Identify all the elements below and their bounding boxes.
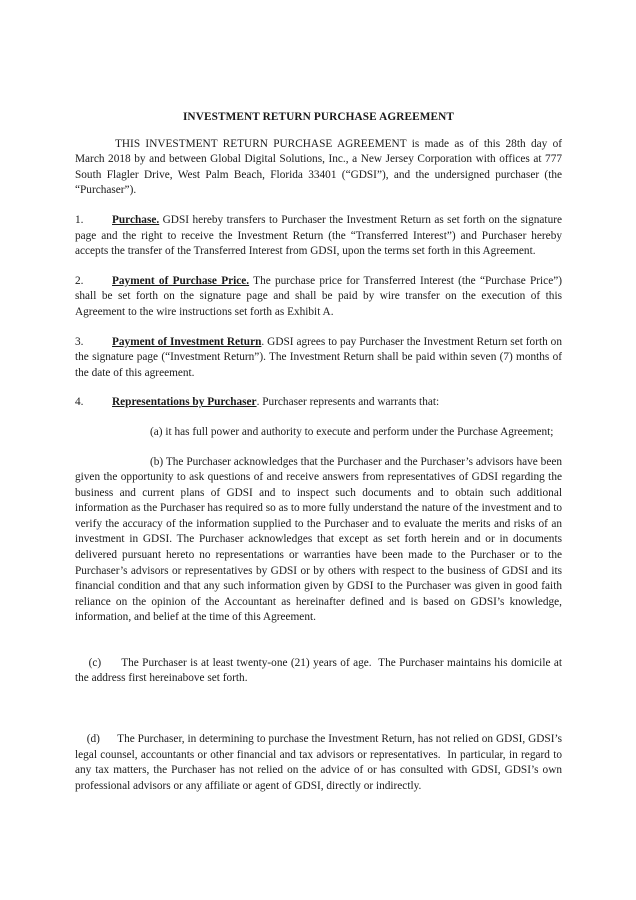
subsection-text: The Purchaser is at least twenty-one (21) years of age. The Purchaser maintains his domicile at the address first hereinabove set forth. [75,656,565,685]
section-purchase [75,213,562,260]
section-payment-of-investment-return [75,335,562,382]
subsection-text: The Purchaser acknowledges that the Purchaser and the Purchaser’s advisors have been given the opportunity to ask questions of and receive answers from representatives of GDSI regarding the business and current plans of GDSI and to inspect such documents and to obtain such additional information as the Purchaser has required so as to more fully understand the nature of the investment and to verify the accuracy of the information supplied to the Purchaser and to evaluate the merits and risks of an investment in GDSI. The Purchaser acknowledges that except as set forth herein and or in documents delivered pursuant hereto no representations or warranties have been made to the Purchaser or to the Purchaser’s advisors or representatives by GDSI or by others with respect to the business of GDSI and its financial condition and that any such information given by GDSI to the Purchaser was given in good faith reliance on the opinion of the Accountant as hereinafter defined and is based on GDSI’s knowledge, information, and belief at the time of this Agreement. [75,455,562,624]
document-title: INVESTMENT RETURN PURCHASE AGREEMENT [182,111,455,123]
subsection-d [75,716,565,810]
section-heading: Representations by Purchaser [112,396,257,409]
section-text: The purchase price for Transferred Interest (the “Purchase Price”) shall be set forth on the signature page and shall be paid by wire transfer on the execution of this Agreement to the wire instructions set forth as Exhibit A. [75,274,562,318]
section-text: GDSI hereby transfers to Purchaser the Investment Return as set forth on the signature page and the right to receive the Investment Return (the “Transferred Interest”) and Purchaser hereby accepts the transfer of the Transferred Interest from GDSI, upon the terms set forth in this Agreement. [75,213,562,258]
section-heading: Purchase. [112,213,160,226]
subsection-label: (b) [150,455,164,468]
subsection-c [75,640,565,702]
section-text: . GDSI agrees to pay Purchaser the Investment Return set forth on the signature page (“Investment Return”). The Investment Return shall be paid within seven (7) months of the date of this agreement. [75,335,562,379]
subsection-a [75,425,562,441]
section-text: . Purchaser represents and warrants that: [256,396,440,409]
section-number: 1. [75,213,84,226]
section-representations-by-purchaser [75,395,562,411]
section-payment-of-purchase-price [75,274,562,321]
subsection-label: (d) [86,733,100,745]
section-number: 2. [75,274,84,287]
document-page [75,110,565,810]
section-heading: Payment of Investment Return [112,335,262,348]
subsection-label: (a) [150,425,163,438]
subsection-b [75,455,562,627]
section-number: 4. [75,396,84,409]
intro-paragraph: THIS INVESTMENT RETURN PURCHASE AGREEMENT is made as of this 28th day of March 2018 by and between Global Digital Solutions, Inc., a New Jersey Corporation with offices at 777 South Flagler Drive, West Palm Beach, Florida 33401 (“GDSI”), and the undersigned purchaser (the “Purchaser”). [75,137,562,197]
subsection-text: The Purchaser, in determining to purchase the Investment Return, has not relied on GDSI, GDSI’s legal counsel, accountants or other financial and tax advisors or representatives. In particular, in regard to any tax matters, the Purchaser has not relied on the advice of or has consulted with GDSI, GDSI’s own professional advisors or any affiliate or agent of GDSI, directly or indirectly. [75,733,565,792]
section-heading: Payment of Purchase Price. [112,274,250,287]
subsection-text: it has full power and authority to execute and perform under the Purchase Agreement; [162,425,554,438]
section-number: 3. [75,335,84,348]
subsection-label: (c) [88,656,102,669]
